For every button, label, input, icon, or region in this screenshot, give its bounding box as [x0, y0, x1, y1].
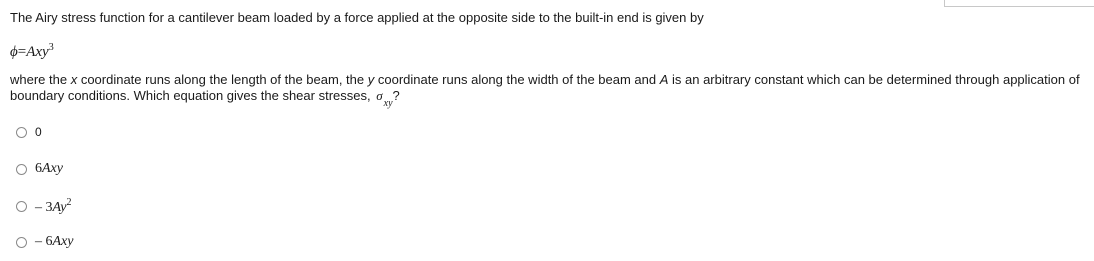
answer-option-4[interactable] — [16, 234, 73, 250]
desc-var-y: y — [367, 72, 375, 87]
radio-button[interactable] — [16, 127, 27, 138]
question-intro: The Airy stress function for a cantilever beam loaded by a force applied at the opposite side to the built-in end is given by — [10, 10, 704, 25]
equals-sign: = — [17, 44, 27, 60]
question-mark: ? — [392, 88, 400, 103]
option-coefficient: 3 — [45, 200, 53, 215]
answer-option-3[interactable] — [16, 197, 72, 216]
option-variables: Ay — [52, 200, 67, 215]
option-variables: Axy — [42, 161, 63, 176]
desc-text-4: is an arbitrary constant which can be determined through application of boundary conditions. Which equation gives the shear stresses, — [10, 72, 1080, 103]
top-right-panel-edge — [944, 0, 1094, 7]
desc-text-1: where the — [10, 72, 71, 87]
desc-var-a: A — [659, 72, 669, 87]
sigma-symbol: σ — [376, 88, 383, 103]
desc-text-3: coordinate runs along the width of the beam and — [374, 72, 660, 87]
option-exponent: 2 — [66, 197, 72, 208]
sigma-subscript: xy — [383, 98, 393, 109]
answer-option-1[interactable] — [16, 125, 42, 139]
desc-text-2: coordinate runs along the length of the beam, the — [77, 72, 368, 87]
option-label — [35, 234, 73, 250]
formula-rhs: Axy — [26, 44, 49, 60]
option-label — [35, 197, 72, 216]
formula-exponent: 3 — [48, 42, 54, 53]
option-coefficient: 6 — [45, 234, 53, 249]
option-label — [35, 161, 63, 177]
option-sign: – — [35, 234, 46, 249]
radio-button[interactable] — [16, 164, 27, 175]
option-variables: Axy — [52, 234, 74, 249]
option-coefficient: 6 — [35, 161, 42, 176]
radio-button[interactable] — [16, 237, 27, 248]
desc-var-x: x — [70, 72, 78, 87]
radio-button[interactable] — [16, 201, 27, 212]
answer-option-2[interactable] — [16, 161, 63, 177]
airy-stress-formula — [10, 42, 54, 61]
question-description — [10, 72, 1086, 109]
phi-symbol: ϕ — [10, 44, 18, 60]
option-sign: – — [35, 200, 46, 215]
option-label: 0 — [35, 125, 42, 139]
